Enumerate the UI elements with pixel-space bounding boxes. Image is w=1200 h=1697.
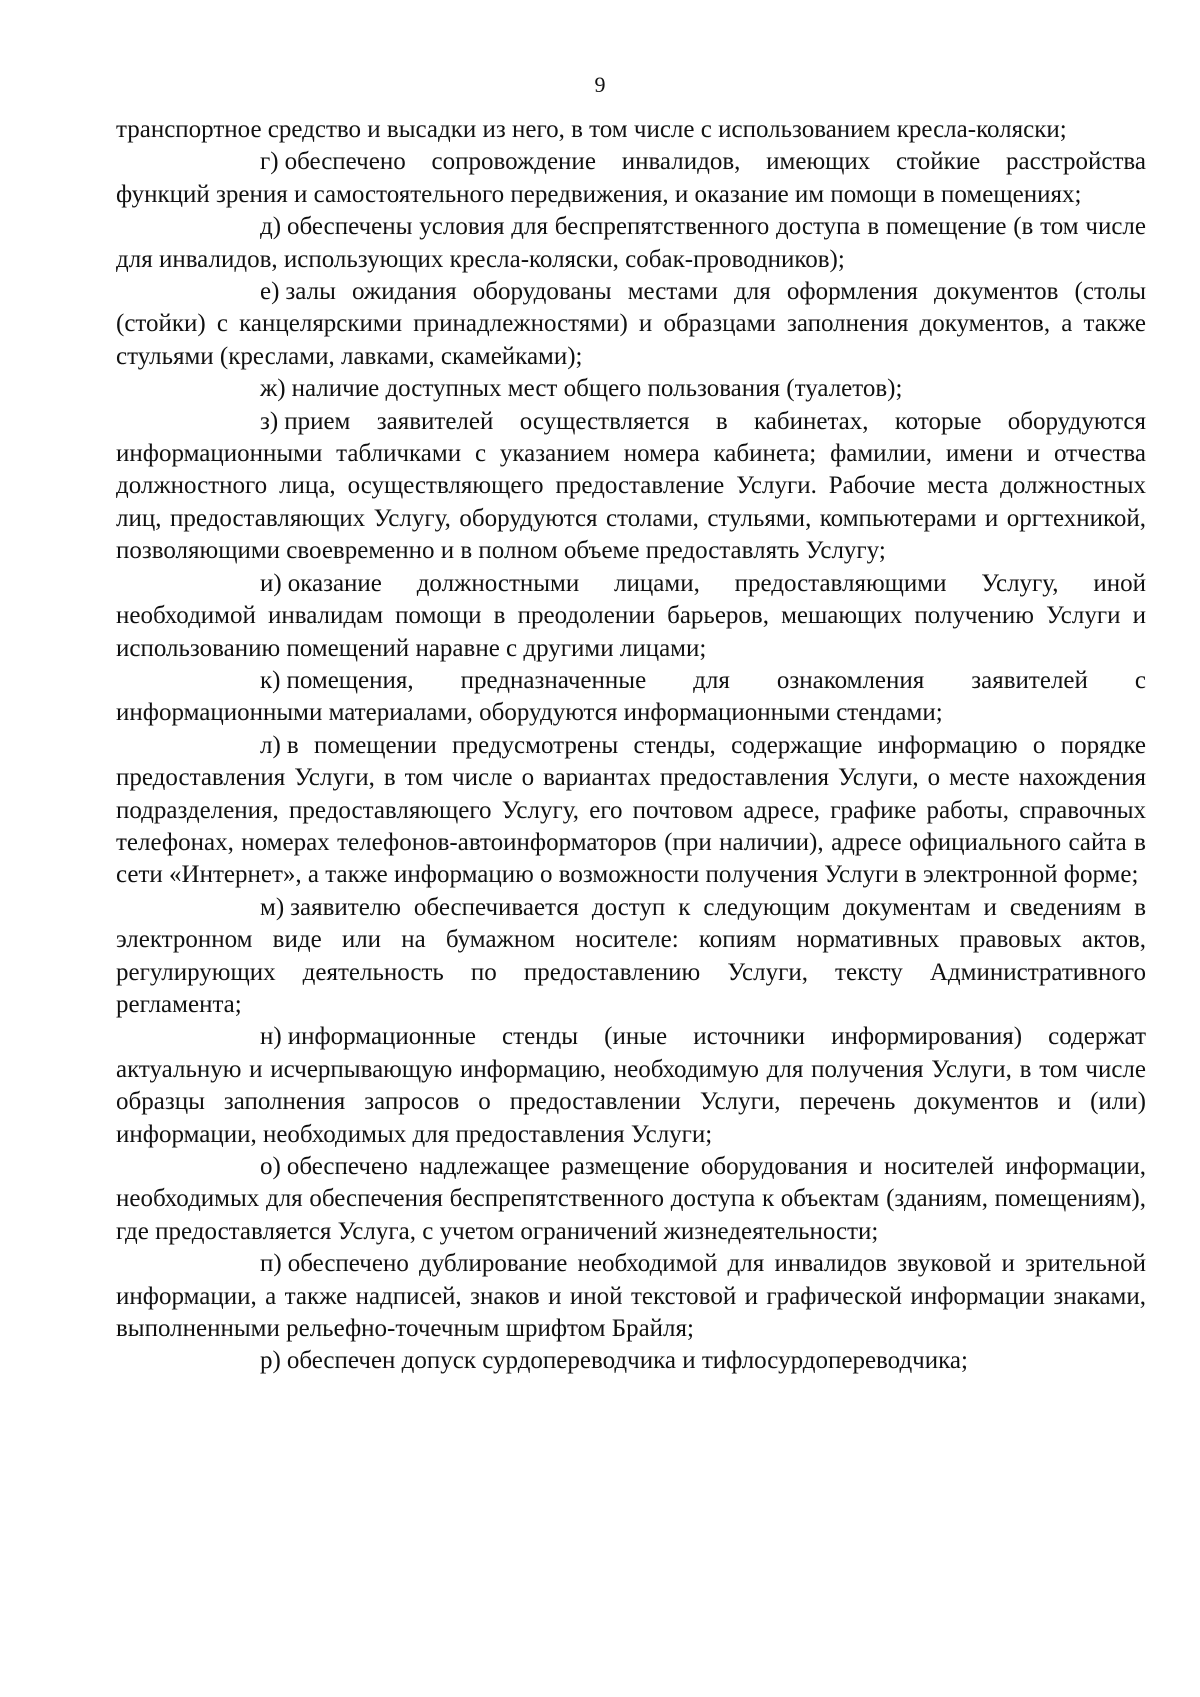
list-item-p (116, 1248, 1146, 1345)
list-item-label: о) (260, 1153, 281, 1180)
list-item-label: м) (260, 893, 285, 921)
list-item-g (116, 146, 1146, 211)
list-item-text: в помещении предусмотрены стенды, содержащие информацию о порядке предоставления Услуги, в том числе о вариантах предоставления Услуги, о месте нахождения подразделения, предоставляющего Услугу, его почтовом адресе, графике работы, справочных телефонах, номерах телефонов-автоинформаторов (при наличии), адресе официального сайта в сети «Интернет», а также информацию о возможности получения Услуги в электронной форме; (116, 731, 1146, 889)
list-item-label: з) (260, 407, 279, 435)
list-item-o (116, 1151, 1146, 1248)
list-item-e (116, 276, 1146, 373)
paragraph-text: транспортное средство и высадки из него, в том числе с использованием кресла-коляски; (116, 116, 1067, 143)
list-item-label: л) (260, 731, 281, 759)
list-item-m (116, 892, 1146, 1022)
list-item-text: наличие доступных мест общего пользования (туалетов); (291, 375, 903, 403)
list-item-text: прием заявителей осуществляется в кабинетах, которые оборудуются информационными табличками с указанием номера кабинета; фамилии, имени и отчества должностного лица, осуществляющего предоставление Услуги. Рабочие места должностных лиц, предоставляющих Услугу, оборудуются столами, стульями, компьютерами и оргтехникой, позволяющими своевременно и в полном объеме предоставлять Услугу; (116, 407, 1146, 565)
list-item-label: к) (260, 666, 281, 694)
list-item-text: обеспечены условия для беспрепятственного доступа в помещение (в том числе для инвалидов, использующих кресла-коляски, собак-проводников); (116, 213, 1146, 273)
list-item-label: и) (260, 569, 282, 597)
list-item-z (116, 406, 1146, 568)
document-body (116, 114, 1146, 1378)
list-item-label: р) (260, 1347, 281, 1375)
list-item-text: залы ожидания оборудованы местами для оформления документов (столы (стойки) с канцелярскими принадлежностями) и образцами заполнения документов, а также стульями (креслами, лавками, скамейками); (116, 278, 1146, 370)
list-item-text: обеспечено дублирование необходимой для инвалидов звуковой и зрительной информации, а также надписей, знаков и иной текстовой и графической информации знаками, выполненными рельефно-точечным шрифтом Брайля; (116, 1250, 1146, 1343)
list-item-text: обеспечено надлежащее размещение оборудования и носителей информации, необходимых для обеспечения беспрепятственного доступа к объектам (зданиям, помещениям), где предоставляется Услуга, с учетом ограничений жизнедеятельности; (116, 1153, 1146, 1245)
list-item-label: г) (260, 148, 279, 176)
continuation-paragraph (116, 114, 1146, 146)
list-item-text: заявителю обеспечивается доступ к следующим документам и сведениям в электронном виде или на бумажном носителе: копиям нормативных правовых актов, регулирующих деятельность по предоставлению Услуги, тексту Административного регламента; (116, 893, 1146, 1018)
list-item-text: обеспечен допуск сурдопереводчика и тифлосурдопереводчика; (286, 1347, 968, 1375)
list-item-d (116, 211, 1146, 276)
list-item-n (116, 1021, 1146, 1151)
list-item-i (116, 568, 1146, 665)
page-number: 9 (594, 72, 606, 97)
list-item-text: оказание должностными лицами, предоставляющими Услугу, иной необходимой инвалидам помощи в преодолении барьеров, мешающих получению Услуги и использованию помещений наравне с другими лицами; (116, 569, 1146, 662)
list-item-text: обеспечено сопровождение инвалидов, имеющих стойкие расстройства функций зрения и самостоятельного передвижения, и оказание им помощи в помещениях; (116, 148, 1146, 208)
list-item-text: помещения, предназначенные для ознакомления заявителей с информационными материалами, оборудуются информационными стендами; (116, 666, 1146, 727)
list-item-label: д) (260, 213, 282, 241)
list-item-l (116, 730, 1146, 892)
list-item-zh (116, 373, 1146, 405)
list-item-label: е) (260, 278, 280, 306)
list-item-label: п) (260, 1250, 282, 1278)
list-item-label: н) (260, 1023, 282, 1051)
list-item-r (116, 1345, 1146, 1377)
list-item-text: информационные стенды (иные источники информирования) содержат актуальную и исчерпывающую информацию, необходимую для получения Услуги, в том числе образцы заполнения запросов о предоставлении Услуги, перечень документов и (или) информации, необходимых для предоставления Услуги; (116, 1023, 1146, 1148)
list-item-k (116, 665, 1146, 730)
list-item-label: ж) (260, 375, 286, 403)
